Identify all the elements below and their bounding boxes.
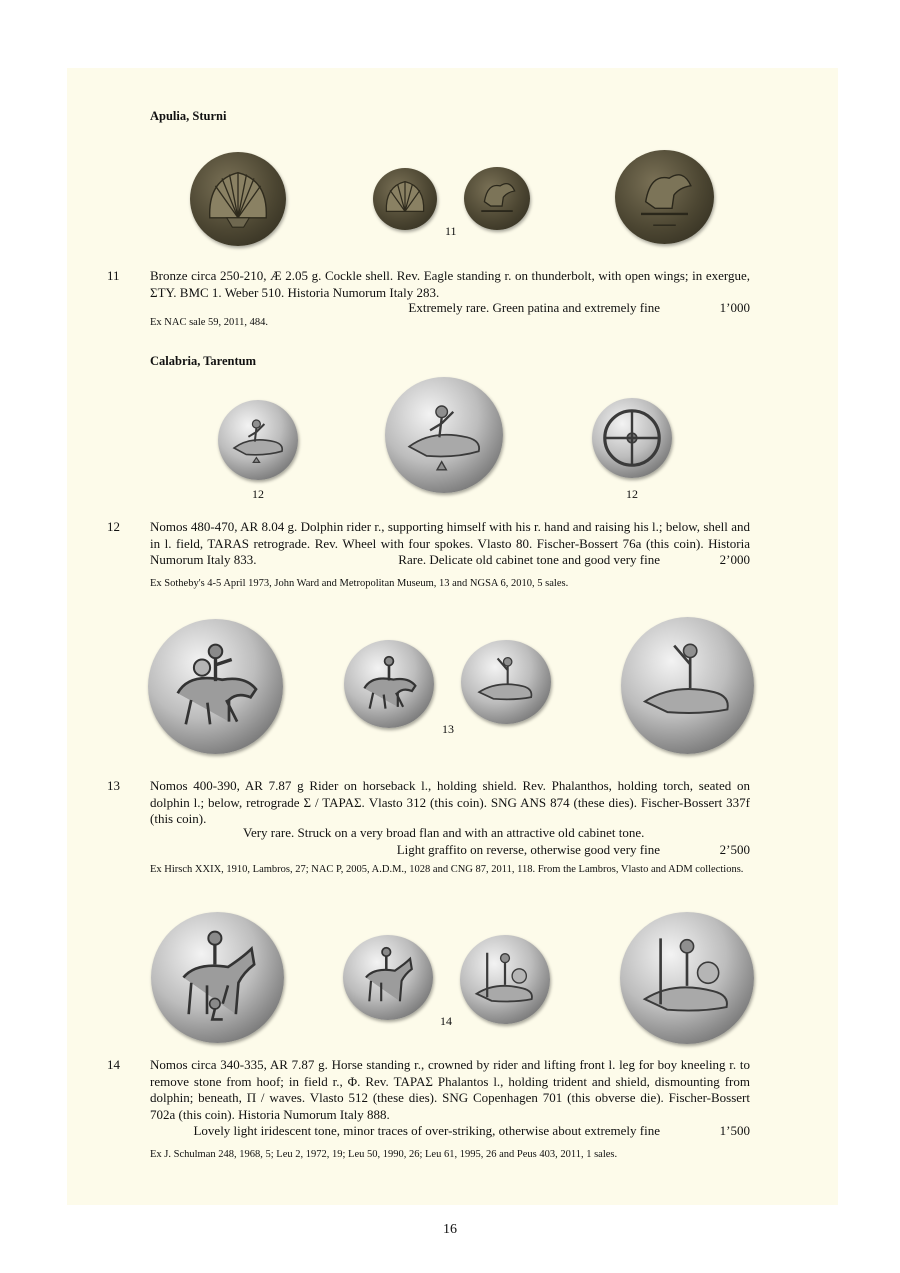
lot-description: Nomos 480-470, AR 8.04 g. Dolphin rider r., supporting himself with his r. hand and raising his l.; below, shell and in l. field, TARAS retrograde. Rev. Wheel with four spokes. Vlasto 80. Fischer-Bossert 76a (this coin). Historia Numorum Italy 833. [150, 519, 750, 567]
phalanthos-dolphin-icon [460, 935, 550, 1024]
horse-boy-icon [343, 935, 433, 1020]
dolphin-rider-icon [621, 617, 754, 754]
lot-number: 14 [107, 1057, 120, 1072]
lot-number: 11 [107, 268, 120, 283]
condition-text: Light graffito on reverse, otherwise good very fine [396, 842, 660, 857]
coin-11-reverse-enlarged [615, 150, 714, 244]
coin-11-obverse [373, 168, 437, 230]
lot-description: Nomos circa 340-335, AR 7.87 g. Horse standing r., crowned by rider and lifting front l. leg for boy kneeling r. to remove stone from hoof; in field r., Φ. Rev. ΤΑΡΑΣ Phalantos l., holding trident and shield, dismounting from dolphin; beneath, Π / waves. Vlasto 512 (these dies). SNG Copenhagen 701 (this obverse die). Fischer-Bossert 702a (this coin). Historia Numorum Italy 888. [150, 1057, 750, 1122]
coin-13-reverse-enlarged [621, 617, 754, 754]
coin-14-reverse [460, 935, 550, 1024]
dolphin-rider-icon [385, 377, 503, 493]
wheel-icon [592, 398, 672, 478]
lot-description: Bronze circa 250-210, Æ 2.05 g. Cockle shell. Rev. Eagle standing r. on thunderbolt, with open wings; in exergue, ΣΤΥ. BMC 1. Weber 510. Historia Numorum Italy 283. [150, 268, 750, 300]
coin-11-obverse-enlarged [190, 152, 286, 246]
coin-11-reverse [464, 167, 530, 230]
coin-12-obverse [218, 400, 298, 480]
cockle-shell-icon [373, 168, 437, 230]
lot-number: 13 [107, 778, 120, 793]
image-caption: 13 [442, 722, 454, 736]
section-title-apulia: Apulia, Sturni [150, 109, 227, 123]
image-caption: 11 [445, 224, 457, 238]
estimate-price: 2’000 [719, 552, 750, 567]
condition-line [150, 300, 750, 317]
condition-line: Very rare. Struck on a very broad flan and with an attractive old cabinet tone. [243, 825, 645, 840]
provenance: Ex Hirsch XXIX, 1910, Lambros, 27; NAC P, 2005, A.D.M., 1028 and CNG 87, 2011, 118. From the Lambros, Vlasto and ADM collections. [150, 864, 744, 875]
page-number: 16 [443, 1222, 457, 1237]
eagle-icon [464, 167, 530, 230]
lot-number: 12 [107, 519, 120, 534]
condition-line [150, 842, 750, 859]
dolphin-rider-icon [461, 640, 551, 724]
estimate-price: 1’500 [719, 1123, 750, 1138]
provenance: Ex J. Schulman 248, 1968, 5; Leu 2, 1972, 19; Leu 50, 1990, 26; Leu 61, 1995, 26 and Peus 403, 2011, 1 sales. [150, 1149, 618, 1160]
horse-boy-icon [151, 912, 284, 1043]
coin-13-obverse-enlarged [148, 619, 283, 754]
provenance: Ex Sotheby's 4-5 April 1973, John Ward and Metropolitan Museum, 13 and NGSA 6, 2010, 5 sales. [150, 578, 569, 589]
coin-13-obverse [344, 640, 434, 728]
coin-12-reverse [592, 398, 672, 478]
condition-text: Rare. Delicate old cabinet tone and good very fine [398, 552, 660, 567]
condition-text: Lovely light iridescent tone, minor traces of over-striking, otherwise about extremely fine [193, 1123, 660, 1138]
estimate-price: 2’500 [719, 842, 750, 857]
condition-text: Extremely rare. Green patina and extremely fine [408, 300, 660, 315]
estimate-price: 1’000 [719, 300, 750, 315]
image-caption: 12 [252, 487, 264, 501]
coin-14-obverse-enlarged [151, 912, 284, 1043]
condition-line [150, 552, 750, 569]
dolphin-rider-icon [218, 400, 298, 480]
image-caption: 12 [626, 487, 638, 501]
section-title-calabria: Calabria, Tarentum [150, 354, 257, 368]
horse-rider-icon [148, 619, 283, 754]
lot-description: Nomos 400-390, AR 7.87 g Rider on horseback l., holding shield. Rev. Phalanthos, holding torch, seated on dolphin l.; below, retrograde Σ / ΤΑΡΑΣ. Vlasto 312 (this coin). SNG ANS 874 (these dies). Fischer-Bossert 337f (this coin). [150, 778, 750, 826]
coin-13-reverse [461, 640, 551, 724]
coin-14-obverse [343, 935, 433, 1020]
eagle-icon [615, 150, 714, 244]
coin-12-obverse-enlarged [385, 377, 503, 493]
cockle-shell-icon [190, 152, 286, 246]
horse-rider-icon [344, 640, 434, 728]
phalanthos-dolphin-icon [620, 912, 754, 1044]
provenance: Ex NAC sale 59, 2011, 484. [150, 317, 269, 328]
image-caption: 14 [440, 1014, 452, 1028]
condition-line [150, 1123, 750, 1140]
coin-14-reverse-enlarged [620, 912, 754, 1044]
